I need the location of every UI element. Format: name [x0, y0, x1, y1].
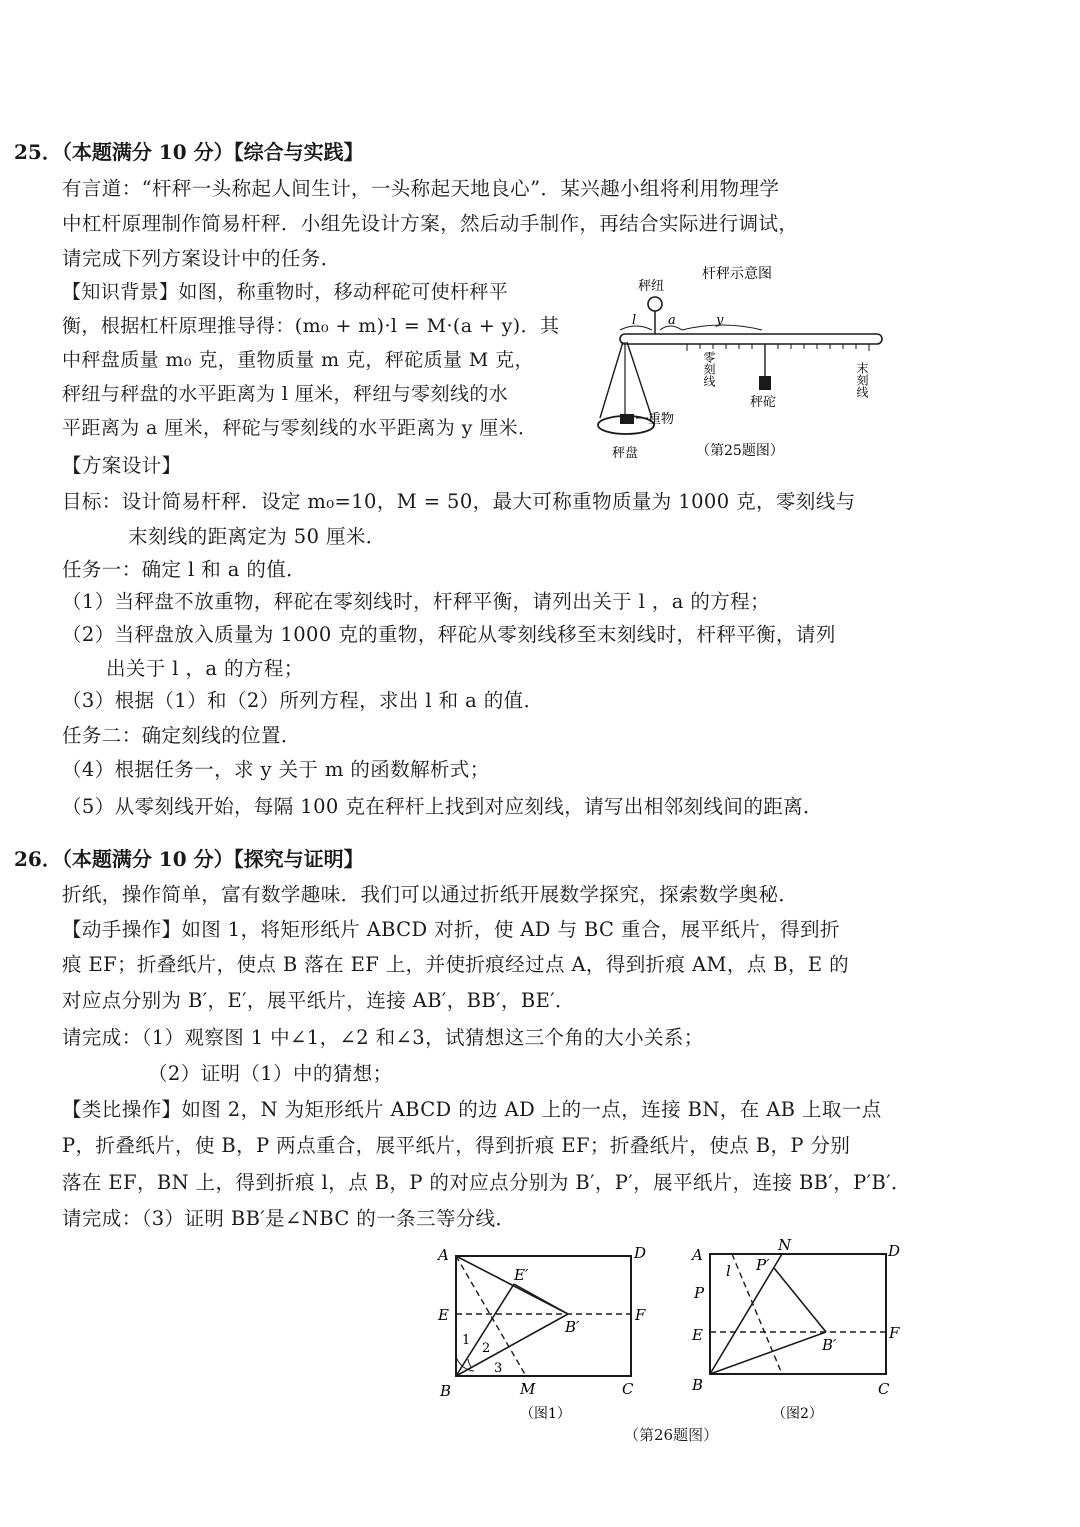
steelyard-object-label: 重物 — [648, 412, 675, 427]
q25-task1: 任务一：确定 l 和 a 的值． — [62, 558, 307, 581]
fig1-label-m: M — [520, 1380, 536, 1398]
q26-intro: 折纸，操作简单，富有数学趣味．我们可以通过折纸开展数学探究，探索数学奥秘． — [62, 883, 799, 906]
q25-item-4: （4）根据任务一，求 y 关于 m 的函数解析式； — [62, 758, 490, 781]
q26-ask-1: 请完成：（1）观察图 1 中∠1，∠2 和∠3，试猜想这三个角的大小关系； — [62, 1026, 704, 1049]
fig1-angle-2: 2 — [482, 1341, 491, 1356]
q26-figure-caption: （第26题图） — [624, 1426, 719, 1444]
fig1-caption: （图1） — [520, 1406, 571, 1422]
q26-op1-3: 对应点分别为 B′，E′，展平纸片，连接 AB′，BB′，BE′． — [62, 989, 575, 1012]
steelyard-beam — [620, 334, 882, 344]
q26-op1-2: 痕 EF；折叠纸片，使点 B 落在 EF 上，并使折痕经过点 A，得到折痕 AM，点 B，E 的 — [62, 953, 850, 976]
fig1-label-c: C — [622, 1380, 634, 1398]
fig1-label-a: A — [438, 1246, 449, 1264]
fig2-line-bb1 — [710, 1332, 826, 1374]
q26-ask-3: 请完成：（3）证明 BB′是∠NBC 的一条三等分线． — [62, 1207, 516, 1230]
q26-op1-1: 【动手操作】如图 1，将矩形纸片 ABCD 对折，使 AD 与 BC 重合，展平纸片，得到折 — [62, 918, 840, 941]
fig2-label-b1: B′ — [822, 1336, 837, 1354]
fig2-label-n: N — [778, 1236, 792, 1254]
fig2-line-p1b1 — [774, 1268, 826, 1332]
q25-design-heading: 【方案设计】 — [62, 454, 182, 477]
fig1-line-be1 — [456, 1284, 514, 1376]
q26-header: 26．（本题满分 10 分）【探究与证明】 — [14, 847, 364, 871]
q25-item-5: （5）从零刻线开始，每隔 100 克在秤杆上找到对应刻线，请写出相邻刻线间的距离． — [62, 795, 823, 818]
fig1-angle-arcs — [456, 1356, 474, 1371]
fig2-label-b: B — [692, 1376, 704, 1394]
steelyard-caption: （第25题图） — [696, 443, 784, 459]
fig2-label-l: l — [726, 1262, 731, 1280]
fig1-label-f: F — [635, 1306, 646, 1324]
fig1-label-e1: E′ — [514, 1266, 529, 1284]
steelyard-dimension-braces — [620, 325, 762, 330]
steelyard-knob-ring — [648, 297, 662, 311]
q25-intro-3: 请完成下列方案设计中的任务． — [62, 247, 341, 270]
steelyard-weight-label: 秤砣 — [750, 395, 777, 410]
fig1-line-bb1 — [456, 1314, 568, 1376]
steelyard-weight — [759, 376, 771, 390]
fig2-label-f: F — [889, 1324, 900, 1342]
fig1-label-e: E — [438, 1306, 449, 1324]
q26-op2-2: P，折叠纸片，使 B，P 两点重合，展平纸片，得到折痕 EF；折叠纸片，使点 B，P 分别 — [62, 1134, 851, 1157]
steelyard-l-label: l — [632, 313, 637, 328]
fig2-label-p1: P′ — [756, 1256, 770, 1274]
q25-item-2: （2）当秤盘放入质量为 1000 克的重物，秤砣从零刻线移至末刻线时，杆秤平衡，请列 — [62, 623, 836, 646]
q25-item-2-cont: 出关于 l ，a 的方程； — [106, 657, 304, 680]
steelyard-a-label: a — [668, 313, 676, 328]
fig1-line-e1b1 — [514, 1284, 568, 1314]
fig2-line-bn — [710, 1254, 782, 1374]
fig1-label-d: D — [634, 1244, 647, 1262]
fig2-label-c: C — [878, 1380, 890, 1398]
steelyard-pan-label: 秤盘 — [612, 446, 639, 461]
q25-item-1: （1）当秤盘不放重物，秤砣在零刻线时，杆秤平衡，请列出关于 l ，a 的方程； — [62, 590, 770, 613]
q26-op2-1: 【类比操作】如图 2，N 为矩形纸片 ABCD 的边 AD 上的一点，连接 BN，在 AB 上取一点 — [62, 1098, 882, 1121]
q25-intro-1: 有言道：“杆秤一头称起人间生计，一头称起天地良心”．某兴趣小组将利用物理学 — [62, 177, 780, 200]
steelyard-zero-line-label — [680, 351, 716, 388]
fig2-rectangle — [710, 1254, 886, 1374]
steelyard-figure — [592, 258, 912, 468]
q25-intro-2: 中杠杆原理制作简易杆秤．小组先设计方案，然后动手制作，再结合实际进行调试， — [62, 212, 799, 235]
q25-background-5: 平距离为 a 厘米，秤砣与零刻线的水平距离为 y 厘米． — [62, 417, 538, 439]
steelyard-object — [620, 414, 634, 424]
q26-op2-3: 落在 EF，BN 上，得到折痕 l，点 B，P 的对应点分别为 B′，P′，展平纸片，连接 BB′，P′B′． — [62, 1171, 911, 1194]
steelyard-end-line-label: 末刻线 — [855, 362, 869, 398]
q25-background-3: 中秤盘质量 m₀ 克，重物质量 m 克，秤砣质量 M 克， — [62, 349, 534, 371]
q25-task2: 任务二：确定刻线的位置． — [62, 724, 301, 747]
fig2-label-e: E — [692, 1326, 703, 1344]
figure-1 — [430, 1240, 660, 1430]
steelyard-knob-label: 秤纽 — [638, 279, 665, 294]
q25-background-4: 秤纽与秤盘的水平距离为 l 厘米，秤纽与零刻线的水 — [62, 383, 509, 405]
steelyard-y-label: y — [716, 313, 724, 328]
q25-goal-1: 目标：设计简易杆秤．设定 m₀=10，M = 50，最大可称重物质量为 1000 克，零刻线与 — [62, 490, 856, 513]
q25-goal-2: 末刻线的距离定为 50 厘米． — [128, 525, 386, 548]
fig2-label-a: A — [692, 1246, 703, 1264]
q25-header: 25．（本题满分 10 分）【综合与实践】 — [14, 140, 364, 164]
fig1-label-b: B — [440, 1382, 452, 1400]
fig1-angle-arc-inner — [468, 1359, 472, 1368]
fig2-label-d: D — [888, 1242, 901, 1260]
steelyard-pan-string-left — [600, 342, 623, 418]
fig2-label-p: P — [694, 1284, 705, 1302]
steelyard-title: 杆秤示意图 — [702, 266, 772, 282]
q25-background-1: 【知识背景】如图，称重物时，移动秤砣可使杆秤平 — [62, 281, 509, 303]
q25-background-2: 衡，根据杠杆原理推导得：(m₀ + m)·l = M·(a + y)．其 — [62, 315, 560, 337]
q26-ask-2: （2）证明（1）中的猜想； — [148, 1062, 393, 1085]
figure-2 — [686, 1236, 916, 1426]
fig1-angle-3: 3 — [494, 1361, 503, 1376]
steelyard-pan-string-right — [627, 342, 652, 418]
steelyard-zero-line-text: 零刻线 — [680, 351, 716, 365]
fig1-label-b1: B′ — [565, 1318, 580, 1336]
q25-item-3: （3）根据（1）和（2）所列方程，求出 l 和 a 的值． — [62, 689, 544, 712]
fig2-caption: （图2） — [772, 1406, 823, 1422]
fig1-angle-1: 1 — [462, 1333, 471, 1348]
fig1-rectangle — [456, 1256, 631, 1376]
